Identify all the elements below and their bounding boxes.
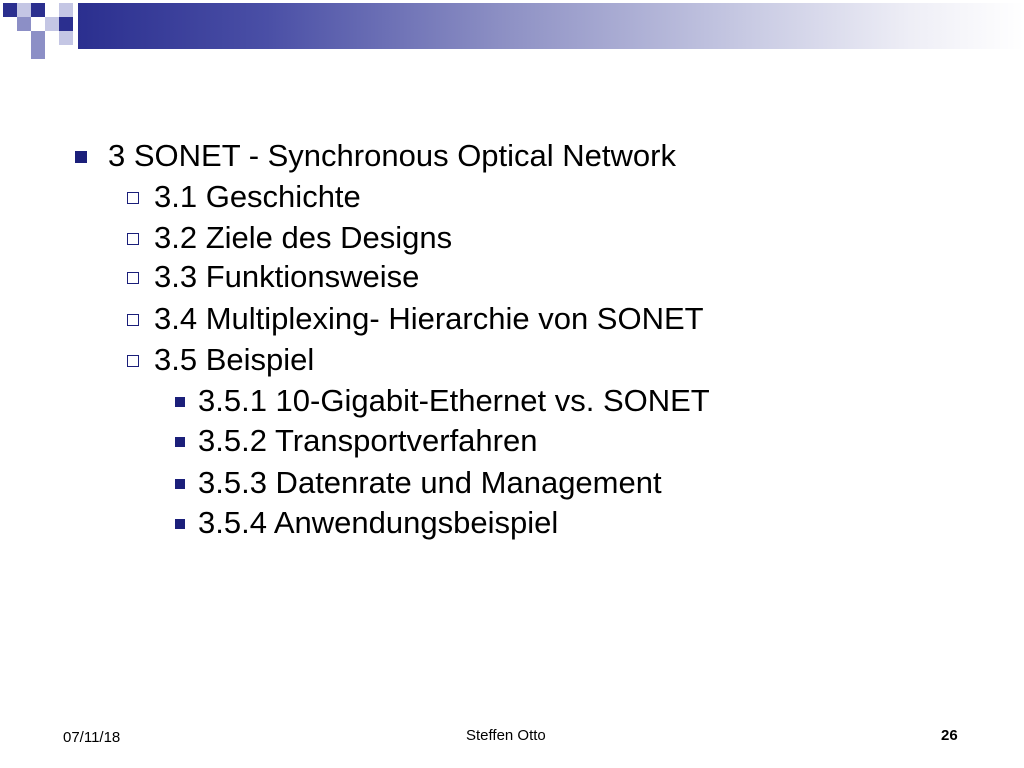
- outline-level2-item: [154, 179, 361, 215]
- outline-level2-item: [154, 220, 452, 256]
- bullet-filled-square-icon: [175, 519, 185, 529]
- bullet-hollow-square-icon: [127, 233, 139, 245]
- bullet-filled-square-icon: [175, 437, 185, 447]
- outline-level3-text: 3.5.1 10-Gigabit-Ethernet vs. SONET: [198, 383, 710, 418]
- bullet-hollow-square-icon: [127, 314, 139, 326]
- outline-level3-item: [198, 423, 537, 459]
- bullet-hollow-square-icon: [127, 192, 139, 204]
- outline-level3-text: 3.5.2 Transportverfahren: [198, 423, 538, 458]
- outline-level3-text: 3.5.3 Datenrate und Management: [198, 465, 662, 500]
- footer-page-number: 26: [941, 727, 958, 744]
- bullet-filled-square-icon: [175, 397, 185, 407]
- outline-level2-text: 3.5 Beispiel: [154, 342, 315, 377]
- footer-author: Steffen Otto: [466, 727, 546, 744]
- outline-level2-text: 3.2 Ziele des Designs: [154, 220, 453, 255]
- bullet-hollow-square-icon: [127, 355, 139, 367]
- bullet-filled-square-icon: [175, 479, 185, 489]
- outline-level3-item: [198, 505, 558, 541]
- outline-level2-item: [154, 259, 419, 295]
- outline-level2-text: 3.4 Multiplexing- Hierarchie von SONET: [154, 301, 704, 336]
- bullet-filled-square-icon: [75, 151, 87, 163]
- outline-level1-item: [108, 138, 676, 174]
- outline-level2-item: [154, 301, 704, 337]
- footer-date: 07/11/18: [63, 729, 121, 746]
- outline-level1-text: 3 SONET - Synchronous Optical Network: [108, 138, 676, 173]
- outline-level2-text: 3.1 Geschichte: [154, 179, 361, 214]
- outline-level2-item: [154, 342, 314, 378]
- outline-level2-text: 3.3 Funktionsweise: [154, 259, 420, 294]
- outline-level3-text: 3.5.4 Anwendungsbeispiel: [198, 505, 559, 540]
- outline-level3-item: [198, 465, 662, 501]
- bullet-hollow-square-icon: [127, 272, 139, 284]
- outline-level3-item: [198, 383, 710, 419]
